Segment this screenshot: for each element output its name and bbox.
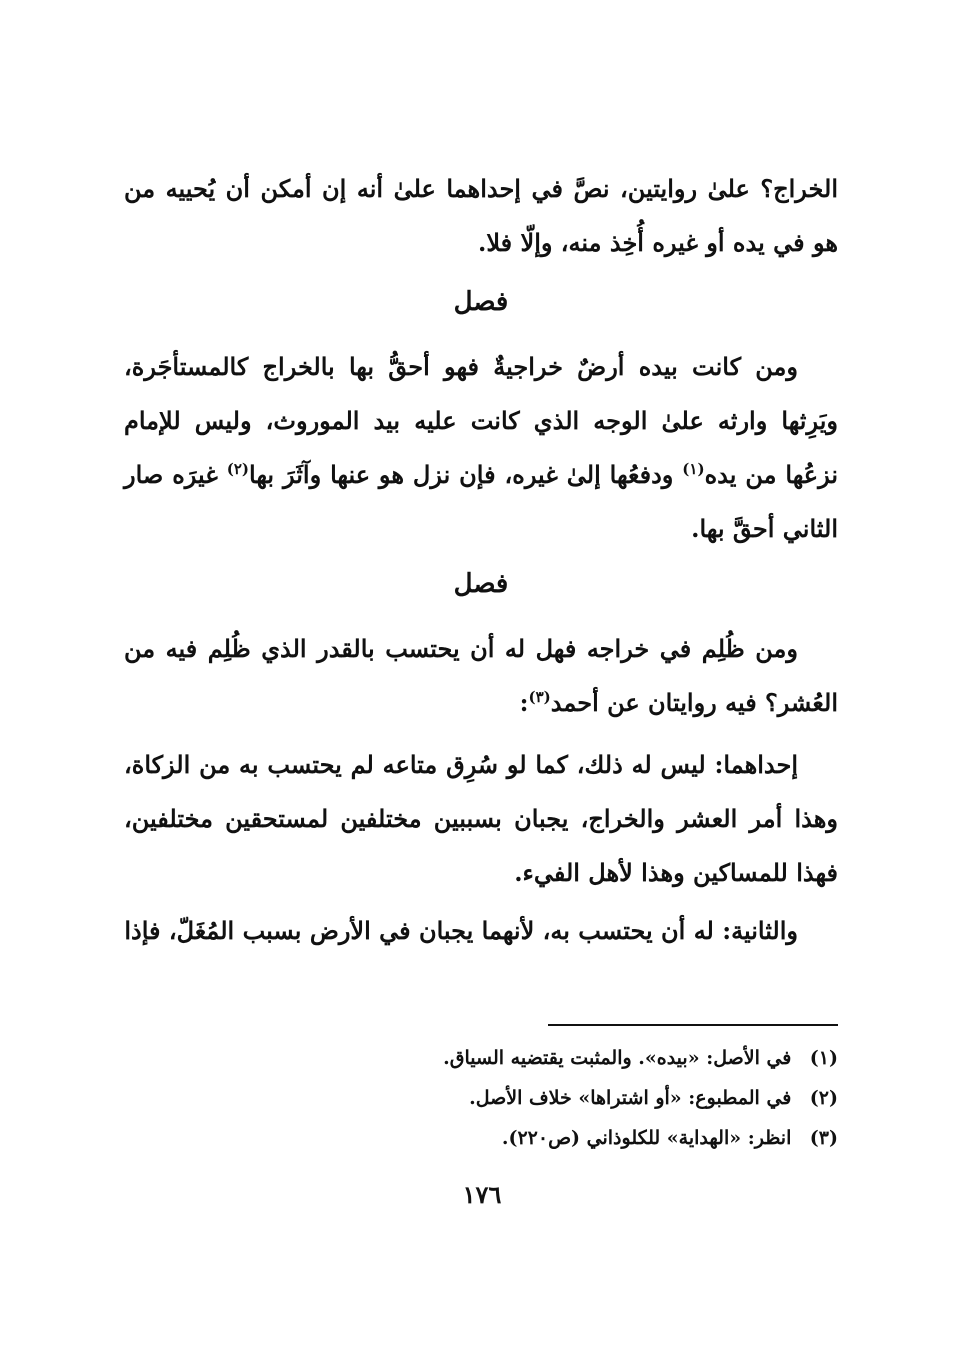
paragraph-first-narration: إحداهما: ليس له ذلك، كما لو سُرِق متاعه لم يحتسب به من الزكاة، وهذا أمر العشر والخراج، يجبان بسببين مختلفين لمستحقين مختلفين، فهذا للمساكين وهذا لأهل الفيء. xyxy=(124,750,838,887)
section-heading-1: فصل xyxy=(453,287,509,317)
paragraph-text: غيرَه صار الثاني أحقَّ بها. xyxy=(124,460,838,543)
footnote-ref-2: (٢) xyxy=(226,460,250,478)
paragraph-text: ومن ظُلِم في خراجه فهل له أن يحتسب بالقدر الذي ظُلِم فيه من العُشر؟ فيه روايتان عن أحمد xyxy=(124,634,838,717)
footnote-text: في الأصل: «بيده». والمثبت يقتضيه السياق. xyxy=(443,1047,792,1069)
footnote-item xyxy=(124,1038,838,1078)
footnote-text: في المطبوع: «أو اشتراها» خلاف الأصل. xyxy=(469,1087,792,1109)
footnote-divider xyxy=(548,1024,838,1026)
footnote-number: (١) xyxy=(809,1047,838,1069)
footnote-number: (٣) xyxy=(809,1127,838,1149)
footnotes-list xyxy=(124,1038,838,1158)
footnote-ref-1: (١) xyxy=(682,460,705,478)
paragraph-kharaj-continuation: الخراج؟ علىٰ روايتين، نصَّ في إحداهما علىٰ أنه إن أمكن أن يُحييه من هو في يده أو غيره أُخِذ منه، وإلّا فلا. xyxy=(124,174,838,257)
footnote-number: (٢) xyxy=(809,1087,838,1109)
section-heading-2: فصل xyxy=(453,569,509,599)
paragraph-text: ومن كانت بيده أرضٌ خراجيةٌ فهو أحقُّ بها بالخراج كالمستأجَرة، ويَرِثها وارثه علىٰ الوجه الذي كانت عليه بيد الموروث، وليس للإمام نزعُها من يده xyxy=(124,352,839,489)
paragraph-kharaj-land-ownership xyxy=(124,340,838,556)
paragraph-text: ودفعُها إلىٰ غيره، فإن نزل هو عنها وآثَرَ بها xyxy=(249,460,683,489)
page-number: ١٧٦ xyxy=(462,1180,502,1209)
paragraph-oppression-in-kharaj xyxy=(124,622,838,730)
paragraph-text: : xyxy=(519,688,529,717)
paragraph-second-narration: والثانية: له أن يحتسب به، لأنهما يجبان في الأرض بسبب المُغَلّ، فإذا xyxy=(124,916,798,945)
footnote-ref-3: (٣) xyxy=(528,688,551,706)
footnote-item xyxy=(124,1118,838,1158)
footnote-text: انظر: «الهداية» للكلوذاني (ص٢٢٠). xyxy=(501,1127,792,1149)
footnote-item xyxy=(124,1078,838,1118)
